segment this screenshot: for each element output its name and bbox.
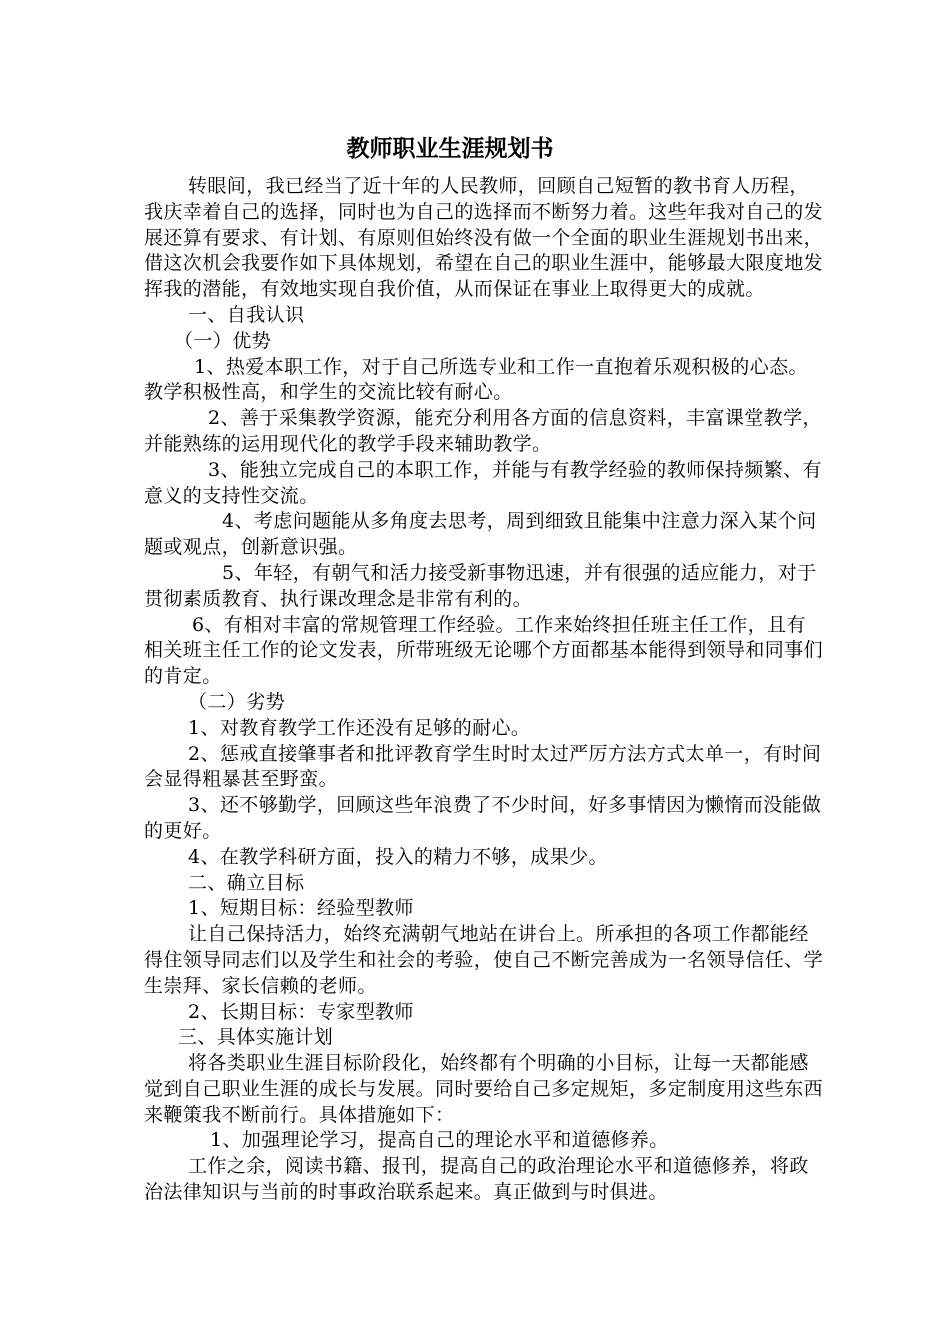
section-heading-plan: 三、具体实施计划 [178, 1026, 334, 1049]
strength-item-3: 3、能独立完成自己的本职工作，并能与有教学经验的教师保持频繁、有意义的支持性交流。 [144, 458, 822, 507]
subsection-heading-strengths: （一）优势 [174, 329, 272, 352]
section-heading-self-awareness: 一、自我认识 [188, 303, 305, 326]
goal-long-term-heading: 2、长期目标：专家型教师 [188, 1000, 414, 1023]
section-heading-goals: 二、确立目标 [188, 871, 305, 894]
weakness-item-4: 4、在教学科研方面，投入的精力不够，成果少。 [188, 845, 608, 868]
weakness-item-1: 1、对教育教学工作还没有足够的耐心。 [188, 716, 531, 739]
weakness-item-2: 2、惩戒直接肇事者和批评教育学生时时太过严厉方法方式太单一，有时间会显得粗暴甚至野蛮。 [144, 742, 822, 791]
subsection-heading-weaknesses: （二）劣势 [188, 690, 286, 713]
intro-paragraph: 转眼间，我已经当了近十年的人民教师，回顾自己短暂的教书育人历程，我庆幸着自己的选择，同时也为自己的选择而不断努力着。这些年我对自己的发展还算有要求、有计划、有原则但始终没有做一个全面的职业生涯规划书出来，借这次机会我要作如下具体规划，希望在自己的职业生涯中，能够最大限度地发挥我的潜能，有效地实现自我价值，从而保证在事业上取得更大的成就。 [144, 175, 824, 301]
strength-item-4: 4、考虑问题能从多角度去思考，周到细致且能集中注意力深入某个问题或观点，创新意识强。 [144, 510, 817, 559]
plan-paragraph: 将各类职业生涯目标阶段化，始终都有个明确的小目标，让每一天都能感觉到自己职业生涯的成长与发展。同时要给自己多定规矩，多定制度用这些东西来鞭策我不断前行。具体措施如下： [144, 1052, 824, 1126]
goal-short-term-heading: 1、短期目标：经验型教师 [188, 897, 414, 920]
strength-item-2: 2、善于采集教学资源，能充分利用各方面的信息资料，丰富课堂教学，并能熟练的运用现代化的教学手段来辅助教学。 [144, 407, 822, 455]
plan-item-1-paragraph: 工作之余，阅读书籍、报刊，提高自己的政治理论水平和道德修养，将政治法律知识与当前的时事政治联系起来。真正做到与时俱进。 [144, 1155, 809, 1204]
document-title: 教师职业生涯规划书 [346, 136, 554, 162]
strength-item-5: 5、年轻，有朝气和活力接受新事物迅速，并有很强的适应能力，对于贯彻素质教育、执行课改理念是非常有利的。 [144, 561, 817, 610]
strength-item-6: 6、有相对丰富的常规管理工作经验。工作来始终担任班主任工作，且有相关班主任工作的论文发表，所带班级无论哪个方面都基本能得到领导和同事们的肯定。 [144, 613, 824, 688]
strength-item-1: 1、热爱本职工作，对于自己所选专业和工作一直抱着乐观积极的心态。教学积极性高，和学生的交流比较有耐心。 [144, 355, 808, 404]
goal-short-term-paragraph: 让自己保持活力，始终充满朝气地站在讲台上。所承担的各项工作都能经得住领导同志们以及学生和社会的考验，使自己不断完善成为一名领导信任、学生崇拜、家长信赖的老师。 [144, 923, 824, 997]
plan-item-1: 1、加强理论学习，提高自己的理论水平和道德修养。 [210, 1129, 669, 1152]
document-body [144, 174, 824, 1206]
weakness-item-3: 3、还不够勤学，回顾这些年浪费了不少时间，好多事情因为懒惰而没能做的更好。 [144, 794, 822, 842]
